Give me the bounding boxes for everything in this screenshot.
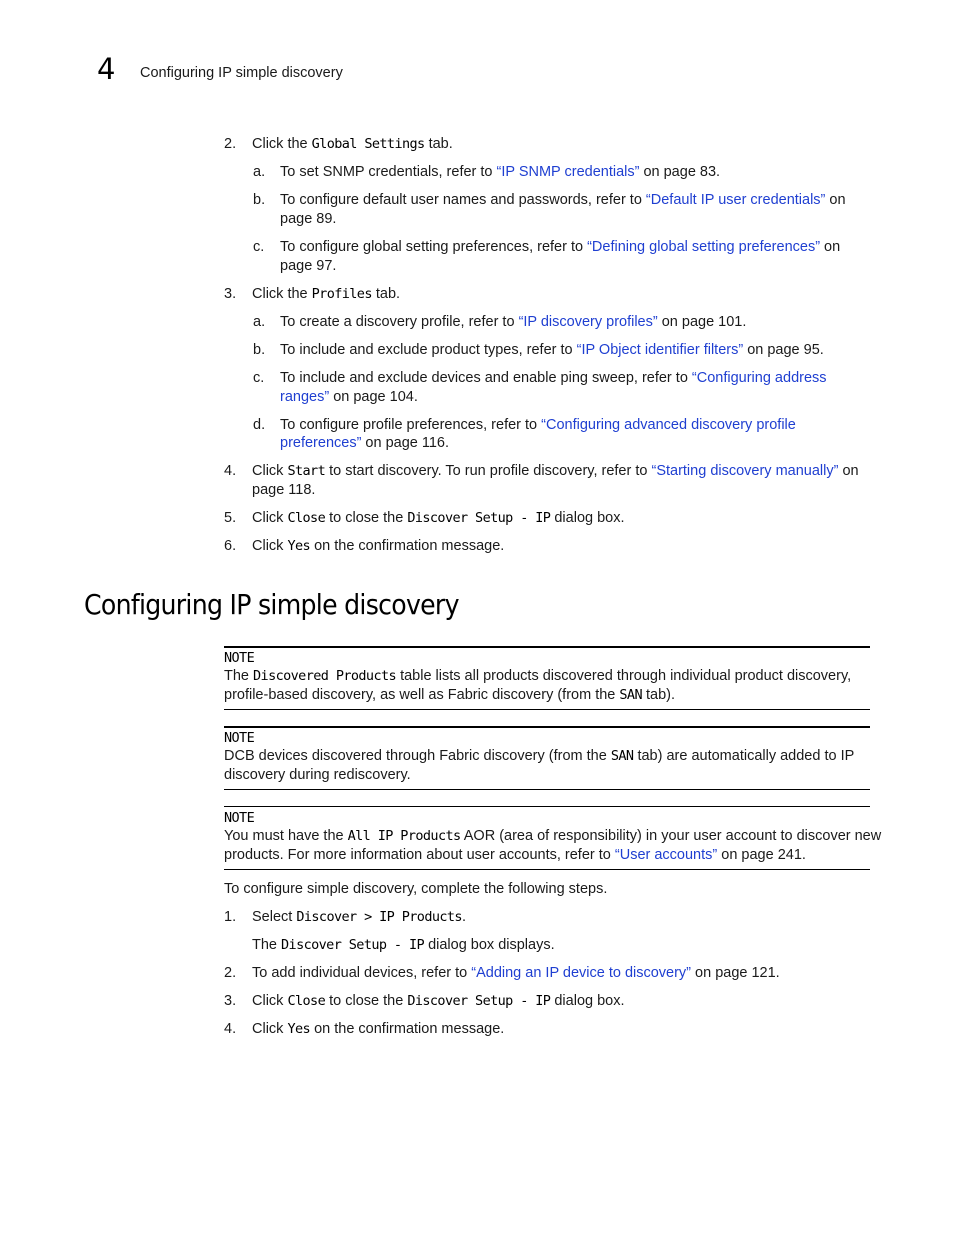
xref-link[interactable]: “IP discovery profiles” — [518, 314, 658, 330]
simple-step-1: Select Discover > IP Products. — [252, 909, 466, 925]
intro-paragraph: To configure simple discovery, complete the following steps. — [224, 881, 608, 897]
note-2-line-1: DCB devices discovered through Fabric discovery (from the SAN tab) are automatically added to IP — [224, 748, 855, 764]
ui-term: Start — [287, 463, 326, 479]
substep-letter: a. — [253, 164, 266, 180]
step-number: 5. — [224, 510, 237, 526]
step-2c-cont: page 97. — [280, 258, 337, 274]
substep-letter: c. — [253, 239, 265, 255]
ui-term: SAN — [610, 748, 634, 764]
xref-link[interactable]: “Starting discovery manually” — [651, 463, 839, 479]
step-4-cont: page 118. — [252, 482, 316, 498]
xref-link[interactable]: preferences” — [280, 435, 362, 451]
substep-letter: b. — [253, 342, 266, 358]
note-top-rule — [224, 726, 870, 728]
step-2b: To configure default user names and passwords, refer to “Default IP user credentials” on — [280, 192, 846, 208]
step-2c: To configure global setting preferences, refer to “Defining global setting preferences” on — [280, 239, 841, 255]
step-3b: To include and exclude product types, refer to “IP Object identifier filters” on page 95. — [280, 342, 824, 358]
step-5: Click Close to close the Discover Setup - IP dialog box. — [252, 510, 625, 526]
section-heading: Configuring IP simple discovery — [84, 588, 459, 621]
xref-link[interactable]: “Default IP user credentials” — [645, 192, 826, 208]
ui-term: Profiles — [311, 286, 372, 302]
substep-letter: a. — [253, 314, 266, 330]
simple-step-2: To add individual devices, refer to “Adding an IP device to discovery” on page 121. — [252, 965, 780, 981]
step-2b-cont: page 89. — [280, 211, 337, 227]
step-3d-cont: preferences” on page 116. — [280, 435, 450, 451]
ui-term: Discover Setup - IP — [407, 510, 551, 526]
note-3-line-1: You must have the All IP Products AOR (area of responsibility) in your user account to discover new — [224, 828, 882, 844]
step-number: 3. — [224, 993, 237, 1009]
chapter-number: 4 — [97, 52, 116, 86]
step-number: 6. — [224, 538, 237, 554]
step-3c: To include and exclude devices and enable ping sweep, refer to “Configuring address — [280, 370, 827, 386]
ui-term: Discover Setup - IP — [281, 937, 425, 953]
ui-term: Discover > IP Products — [296, 909, 462, 925]
note-3-line-2: products. For more information about user accounts, refer to “User accounts” on page 241. — [224, 847, 806, 863]
xref-link[interactable]: “IP SNMP credentials” — [496, 164, 640, 180]
ui-term: Discovered Products — [253, 668, 397, 684]
ui-term: Global Settings — [311, 136, 425, 152]
xref-link[interactable]: “IP Object identifier filters” — [576, 342, 744, 358]
substep-letter: b. — [253, 192, 266, 208]
ui-term: Close — [287, 510, 326, 526]
step-2: Click the Global Settings tab. — [252, 136, 453, 152]
note-1-line-1: The Discovered Products table lists all products discovered through individual product discovery, — [224, 668, 852, 684]
step-3d: To configure profile preferences, refer to “Configuring advanced discovery profile — [280, 417, 796, 433]
ui-term: Yes — [287, 1021, 311, 1037]
step-number: 3. — [224, 286, 237, 302]
step-number: 4. — [224, 463, 237, 479]
step-3c-cont: ranges” on page 104. — [280, 389, 418, 405]
xref-link[interactable]: ranges” — [280, 389, 330, 405]
xref-link[interactable]: “Configuring address — [691, 370, 827, 386]
xref-link[interactable]: “Adding an IP device to discovery” — [471, 965, 692, 981]
ui-term: SAN — [619, 687, 642, 703]
step-4: Click Start to start discovery. To run profile discovery, refer to “Starting discovery manually” on — [252, 463, 859, 479]
xref-link[interactable]: “Configuring advanced discovery profile — [541, 417, 796, 433]
note-label: NOTE — [224, 810, 255, 826]
step-2a: To set SNMP credentials, refer to “IP SNMP credentials” on page 83. — [280, 164, 721, 180]
simple-step-4: Click Yes on the confirmation message. — [252, 1021, 505, 1037]
ui-term: Yes — [287, 538, 311, 554]
xref-link[interactable]: “Defining global setting preferences” — [587, 239, 821, 255]
note-bottom-rule — [224, 789, 870, 790]
note-bottom-rule — [224, 709, 870, 710]
ui-term: Close — [287, 993, 326, 1009]
step-3a: To create a discovery profile, refer to “IP discovery profiles” on page 101. — [280, 314, 747, 330]
note-top-rule — [224, 806, 870, 807]
note-label: NOTE — [224, 650, 255, 666]
step-number: 2. — [224, 136, 237, 152]
ui-term: Discover Setup - IP — [407, 993, 551, 1009]
note-1-line-2: profile-based discovery, as well as Fabric discovery (from the SAN tab). — [224, 687, 676, 703]
xref-link[interactable]: “User accounts” — [614, 847, 718, 863]
step-number: 2. — [224, 965, 237, 981]
step-number: 4. — [224, 1021, 237, 1037]
note-top-rule — [224, 646, 870, 648]
substep-letter: c. — [253, 370, 265, 386]
ui-term: All IP Products — [347, 828, 461, 844]
step-number: 1. — [224, 909, 237, 925]
simple-step-1-result: The Discover Setup - IP dialog box displays. — [252, 937, 555, 953]
note-bottom-rule — [224, 869, 870, 870]
simple-step-3: Click Close to close the Discover Setup - IP dialog box. — [252, 993, 625, 1009]
substep-letter: d. — [253, 417, 266, 433]
running-header-title: Configuring IP simple discovery — [140, 65, 343, 81]
note-label: NOTE — [224, 730, 255, 746]
step-6: Click Yes on the confirmation message. — [252, 538, 505, 554]
step-3: Click the Profiles tab. — [252, 286, 401, 302]
note-2-line-2: discovery during rediscovery. — [224, 767, 411, 783]
